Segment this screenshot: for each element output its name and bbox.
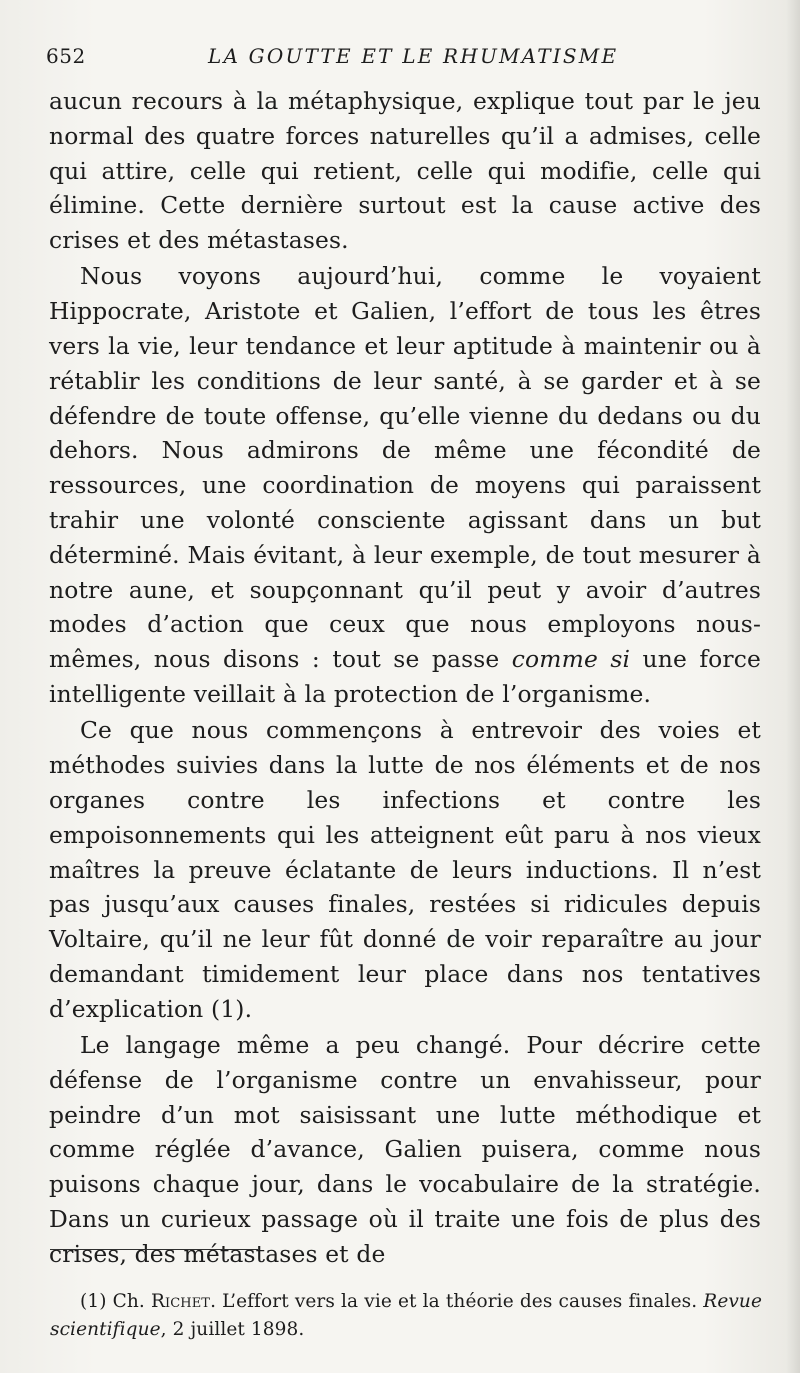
paragraph-2-text: Nous voyons aujourd’hui, comme le voyaient Hippocrate, Aristote et Galien, l’effort de tous les êtres vers la vie, leur tendance et leur aptitude à maintenir ou à rétablir les conditions de leur santé, à se garder et à se défendre de toute offense, qu’elle vienne du dedans ou du dehors. Nous admirons de même une fécondité de ressources, une coordination de moyens qui paraissent trahir une volonté consciente agissant dans un but déterminé. Mais évitant, à leur exemple, de tout mesurer à notre aune, et soupçonnant qu’il peut y avoir d’autres modes d’action que ceux que nous employons nous-mêmes, nous disons : tout se passe — [49, 262, 761, 674]
page-number: 652 — [46, 44, 86, 68]
running-title: LA GOUTTE ET LE RHUMATISME — [208, 44, 619, 68]
footnote-text: . L’effort vers la vie et la théorie des causes finales. — [210, 1291, 698, 1312]
paragraph-2-italic: comme si — [511, 645, 631, 674]
footnote-date: , 2 juillet 1898. — [160, 1319, 305, 1340]
page-header — [46, 44, 762, 74]
page-edge-shadow — [786, 0, 800, 1373]
paragraph-3: Ce que nous commençons à entrevoir des voies et méthodes suivies dans la lutte de nos éléments et de nos organes contre les infections et contre les empoisonnements qui les atteignent eût paru à nos vieux maîtres la preuve éclatante de leurs inductions. Il n’est pas jusqu’aux causes finales, restées si ridicules depuis Voltaire, qu’il ne leur fût donné de voir reparaître au jour demandant timidement leur place dans nos tentatives d’explication (1). — [49, 716, 761, 1023]
footnote-journal: Revue scientifique — [50, 1291, 762, 1340]
footnote-separator — [50, 1249, 258, 1250]
footnote-author: Richet — [150, 1291, 211, 1312]
paragraph-2 — [49, 259, 761, 711]
paragraph-1: aucun recours à la métaphysique, explique tout par le jeu normal des quatre forces naturelles qu’il a admises, celle qui attire, celle qui retient, celle qui modifie, celle qui élimine. Cette dernière surtout est la cause active des crises et des métastases. — [49, 87, 761, 255]
footnote — [50, 1288, 762, 1344]
paragraph-4: Le langage même a peu changé. Pour décrire cette défense de l’organisme contre un envahisseur, pour peindre d’un mot saisissant une lutte méthodique et comme réglée d’avance, Galien puisera, comme nous puisons chaque jour, dans le vocabulaire de la stratégie. Dans un curieux passage où il traite une fois de plus des crises, des métastases et de — [49, 1031, 761, 1268]
body-text — [49, 84, 761, 1272]
paragraph-2-tail: une force intelligente veillait à la protection de l’organisme. — [49, 645, 761, 709]
footnote-marker: (1) Ch. — [80, 1291, 145, 1312]
